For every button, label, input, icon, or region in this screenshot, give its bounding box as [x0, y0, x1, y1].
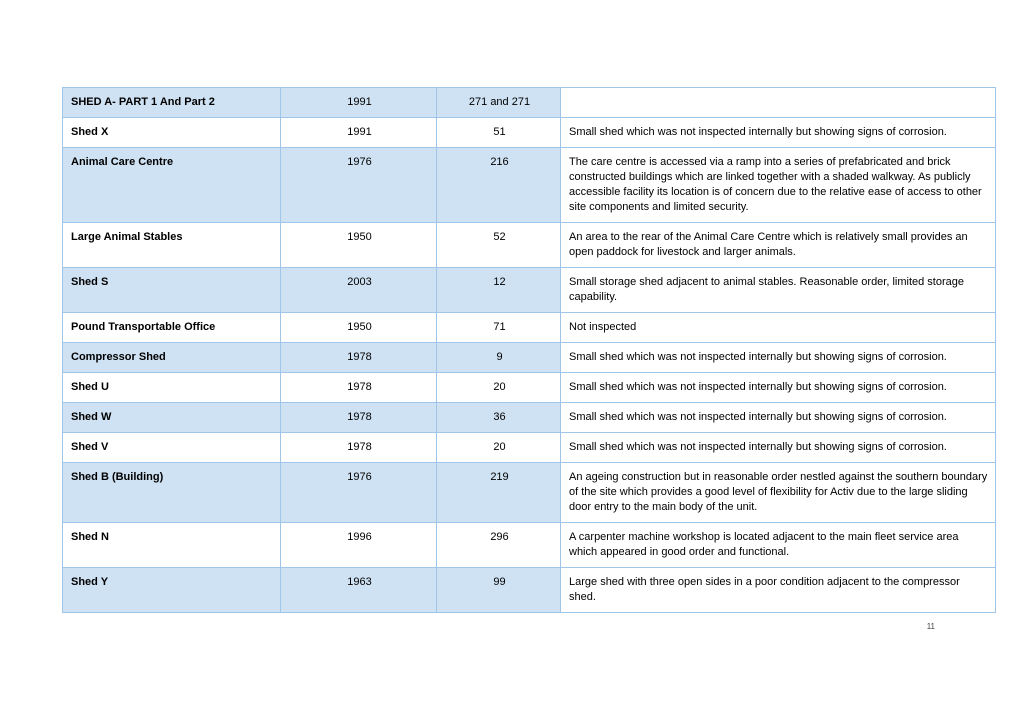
year-cell: 1996 — [281, 523, 437, 568]
description-cell: Small shed which was not inspected internally but showing signs of corrosion. — [561, 403, 996, 433]
building-name-cell: Shed U — [63, 373, 281, 403]
area-cell: 296 — [437, 523, 561, 568]
building-name-cell: Shed V — [63, 433, 281, 463]
table-row — [63, 268, 996, 313]
table-row — [63, 523, 996, 568]
table-row — [63, 313, 996, 343]
area-cell: 52 — [437, 223, 561, 268]
description-cell: Large shed with three open sides in a poor condition adjacent to the compressor shed. — [561, 568, 996, 613]
table-row — [63, 568, 996, 613]
area-cell: 71 — [437, 313, 561, 343]
area-cell: 20 — [437, 373, 561, 403]
area-cell: 9 — [437, 343, 561, 373]
table-body — [63, 88, 996, 613]
building-name-cell: Shed W — [63, 403, 281, 433]
building-name-cell: SHED A- PART 1 And Part 2 — [63, 88, 281, 118]
table-row — [63, 463, 996, 523]
description-cell: A carpenter machine workshop is located adjacent to the main fleet service area which appeared in good order and functional. — [561, 523, 996, 568]
area-cell: 51 — [437, 118, 561, 148]
description-cell: Small shed which was not inspected internally but showing signs of corrosion. — [561, 118, 996, 148]
building-name-cell: Shed X — [63, 118, 281, 148]
buildings-table — [62, 87, 996, 613]
description-cell: An area to the rear of the Animal Care Centre which is relatively small provides an open paddock for livestock and larger animals. — [561, 223, 996, 268]
year-cell: 1950 — [281, 313, 437, 343]
description-cell: An ageing construction but in reasonable order nestled against the southern boundary of the site which provides a good level of flexibility for Activ due to the large sliding door entry to the main body of the unit. — [561, 463, 996, 523]
table-row — [63, 403, 996, 433]
building-name-cell: Shed S — [63, 268, 281, 313]
year-cell: 1978 — [281, 433, 437, 463]
year-cell: 1978 — [281, 373, 437, 403]
year-cell: 1991 — [281, 88, 437, 118]
table-row — [63, 373, 996, 403]
description-cell: Small storage shed adjacent to animal stables. Reasonable order, limited storage capability. — [561, 268, 996, 313]
building-name-cell: Animal Care Centre — [63, 148, 281, 223]
description-cell: Small shed which was not inspected internally but showing signs of corrosion. — [561, 343, 996, 373]
year-cell: 1963 — [281, 568, 437, 613]
area-cell: 20 — [437, 433, 561, 463]
table-row — [63, 88, 996, 118]
year-cell: 1950 — [281, 223, 437, 268]
year-cell: 1976 — [281, 463, 437, 523]
year-cell: 1978 — [281, 343, 437, 373]
table-row — [63, 223, 996, 268]
building-name-cell: Large Animal Stables — [63, 223, 281, 268]
area-cell: 219 — [437, 463, 561, 523]
building-name-cell: Shed N — [63, 523, 281, 568]
description-cell: Small shed which was not inspected internally but showing signs of corrosion. — [561, 433, 996, 463]
building-name-cell: Pound Transportable Office — [63, 313, 281, 343]
description-cell: The care centre is accessed via a ramp into a series of prefabricated and brick constructed buildings which are linked together with a shaded walkway. As publicly accessible facility its location is of concern due to the relative ease of access to other site components and limited security. — [561, 148, 996, 223]
area-cell: 99 — [437, 568, 561, 613]
year-cell: 1978 — [281, 403, 437, 433]
description-cell — [561, 88, 996, 118]
building-name-cell: Shed Y — [63, 568, 281, 613]
year-cell: 2003 — [281, 268, 437, 313]
description-cell: Not inspected — [561, 313, 996, 343]
table-row — [63, 343, 996, 373]
page-number: 11 — [926, 622, 935, 631]
description-cell: Small shed which was not inspected internally but showing signs of corrosion. — [561, 373, 996, 403]
building-name-cell: Shed B (Building) — [63, 463, 281, 523]
area-cell: 216 — [437, 148, 561, 223]
area-cell: 12 — [437, 268, 561, 313]
building-name-cell: Compressor Shed — [63, 343, 281, 373]
table-row — [63, 433, 996, 463]
table-row — [63, 118, 996, 148]
area-cell: 271 and 271 — [437, 88, 561, 118]
year-cell: 1976 — [281, 148, 437, 223]
year-cell: 1991 — [281, 118, 437, 148]
area-cell: 36 — [437, 403, 561, 433]
table-row — [63, 148, 996, 223]
